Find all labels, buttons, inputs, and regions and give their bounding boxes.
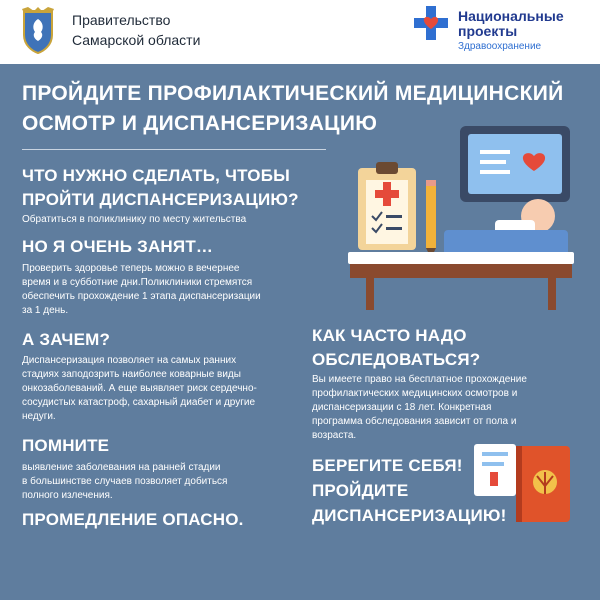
insurance-policy-illustration xyxy=(470,432,580,524)
how-often-text-line5: возраста. xyxy=(312,430,357,441)
policy-card-icon xyxy=(474,444,516,496)
what-text: Обратиться в поликлинику по месту жительства xyxy=(22,214,247,225)
care-heading-line2: ПРОЙДИТЕ xyxy=(312,481,409,500)
samara-emblem-icon xyxy=(18,7,58,55)
why-text-line4: сосудистых катастроф, сахарный диабет и другие xyxy=(22,397,256,408)
national-projects-logo-icon xyxy=(414,6,448,40)
busy-text-line2: время и в субботние дни.Поликлиники стремятся xyxy=(22,277,253,288)
how-often-text-line1: Вы имеете право на бесплатное прохождение xyxy=(312,374,527,385)
government-title-line2: Самарской области xyxy=(72,32,201,48)
pencil-icon xyxy=(426,186,436,248)
bed-icon xyxy=(348,252,574,264)
why-text-line2: стадиях заподозрить наиболее коварные виды xyxy=(22,369,241,380)
medical-checkup-illustration xyxy=(340,120,576,315)
remember-text-line1: выявление заболевания на ранней стадии xyxy=(22,462,221,473)
care-heading-line1: БЕРЕГИТЕ СЕБЯ! xyxy=(312,456,463,475)
busy-text-line1: Проверить здоровье теперь можно в вечернее xyxy=(22,263,240,274)
what-heading-line2: ПРОЙТИ ДИСПАНСЕРИЗАЦИЮ? xyxy=(22,190,299,209)
busy-heading: НО Я ОЧЕНЬ ЗАНЯТ… xyxy=(22,237,214,256)
why-text-line1: Диспансеризация позволяет на самых ранних xyxy=(22,355,237,366)
national-projects-title-line1: Национальные xyxy=(458,8,564,24)
header-bar xyxy=(0,0,600,64)
national-projects-title-line2: проекты xyxy=(458,23,518,39)
national-projects-subtitle: Здравоохранение xyxy=(458,41,542,52)
remember-text-line2: в большинстве случаев позволяет добиться xyxy=(22,476,228,487)
busy-text-line4: за 1 день. xyxy=(22,305,69,316)
how-often-text-line4: программа обследования зависит от пола и xyxy=(312,416,517,427)
why-text-line5: недуги. xyxy=(22,411,56,422)
remember-text-line3: полного излечения. xyxy=(22,490,113,501)
remember-heading: ПОМНИТЕ xyxy=(22,436,110,455)
title-divider xyxy=(22,149,326,150)
how-often-text-line2: профилактических медицинских осмотров и xyxy=(312,388,518,399)
government-title-line1: Правительство xyxy=(72,12,171,28)
care-heading-line3: ДИСПАНСЕРИЗАЦИЮ! xyxy=(312,506,507,525)
how-often-heading-line1: КАК ЧАСТО НАДО xyxy=(312,326,467,345)
main-title-line1: ПРОЙДИТЕ ПРОФИЛАКТИЧЕСКИЙ МЕДИЦИНСКИЙ xyxy=(22,82,564,105)
why-heading: А ЗАЧЕМ? xyxy=(22,330,111,349)
what-heading-line1: ЧТО НУЖНО СДЕЛАТЬ, ЧТОБЫ xyxy=(22,166,290,185)
how-often-text-line3: диспансеризации с 18 лет. Конкретная xyxy=(312,402,492,413)
why-text-line3: онкозаболеваний. А еще выявляет риск сердечно- xyxy=(22,383,257,394)
delay-heading: ПРОМЕДЛЕНИЕ ОПАСНО. xyxy=(22,510,244,529)
main-title-line2: ОСМОТР И ДИСПАНСЕРИЗАЦИЮ xyxy=(22,112,378,135)
busy-text-line3: обеспечить прохождение 1 этапа диспансеризации xyxy=(22,291,261,302)
how-often-heading-line2: ОБСЛЕДОВАТЬСЯ? xyxy=(312,350,481,369)
